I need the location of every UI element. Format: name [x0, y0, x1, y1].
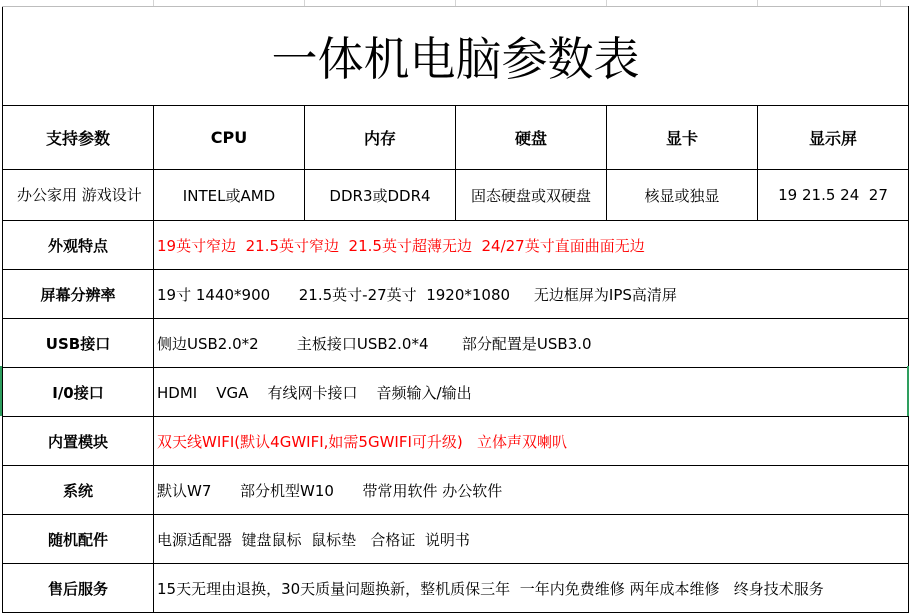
table-row — [3, 564, 909, 613]
row-value: 19寸 1440*900 21.5英寸-27英寸 1920*1080 无边框屏为IPS高清屏 — [154, 270, 909, 319]
row-value: HDMI VGA 有线网卡接口 音频输入/输出 — [154, 368, 909, 417]
row-label: USB接口 — [3, 319, 154, 368]
subrow-memory: DDR3或DDR4 — [305, 170, 456, 221]
row-value: 电源适配器 键盘鼠标 鼠标垫 合格证 说明书 — [154, 515, 909, 564]
header-cell-gpu: 显卡 — [607, 106, 758, 170]
row-label: 随机配件 — [3, 515, 154, 564]
subrow-cpu: INTEL或AMD — [154, 170, 305, 221]
row-label: 内置模块 — [3, 417, 154, 466]
row-value: 双天线WIFI(默认4GWIFI,如需5GWIFI可升级) 立体声双喇叭 — [154, 417, 909, 466]
spec-table — [2, 6, 909, 613]
row-label: I/0接口 — [3, 368, 154, 417]
row-value: 侧边USB2.0*2 主板接口USB2.0*4 部分配置是USB3.0 — [154, 319, 909, 368]
row-value: 19英寸窄边 21.5英寸窄边 21.5英寸超薄无边 24/27英寸直面曲面无边 — [154, 221, 909, 270]
row-label: 系统 — [3, 466, 154, 515]
row-label: 屏幕分辨率 — [3, 270, 154, 319]
selection-border-left — [0, 366, 2, 416]
subrow-display: 19 21.5 24 27 — [758, 170, 909, 221]
table-row — [3, 368, 909, 417]
header-cell-support: 支持参数 — [3, 106, 154, 170]
header-cell-display: 显示屏 — [758, 106, 909, 170]
table-row — [3, 417, 909, 466]
table-row — [3, 270, 909, 319]
header-cell-disk: 硬盘 — [456, 106, 607, 170]
subrow — [3, 170, 909, 221]
header-cell-memory: 内存 — [305, 106, 456, 170]
subrow-gpu: 核显或独显 — [607, 170, 758, 221]
header-row — [3, 106, 909, 170]
table-row — [3, 515, 909, 564]
subrow-disk: 固态硬盘或双硬盘 — [456, 170, 607, 221]
table-row — [3, 221, 909, 270]
subrow-usage: 办公家用 游戏设计 — [3, 170, 154, 221]
header-cell-cpu: CPU — [154, 106, 305, 170]
row-label: 售后服务 — [3, 564, 154, 613]
table-row — [3, 466, 909, 515]
row-value: 默认W7 部分机型W10 带常用软件 办公软件 — [154, 466, 909, 515]
row-label: 外观特点 — [3, 221, 154, 270]
selection-border-right — [907, 366, 909, 416]
row-value: 15天无理由退换，30天质量问题换新，整机质保三年 一年内免费维修 两年成本维修 终身技术服务 — [154, 564, 909, 613]
title-row — [3, 7, 909, 106]
table-row — [3, 319, 909, 368]
page-title: 一体机电脑参数表 — [3, 7, 909, 106]
